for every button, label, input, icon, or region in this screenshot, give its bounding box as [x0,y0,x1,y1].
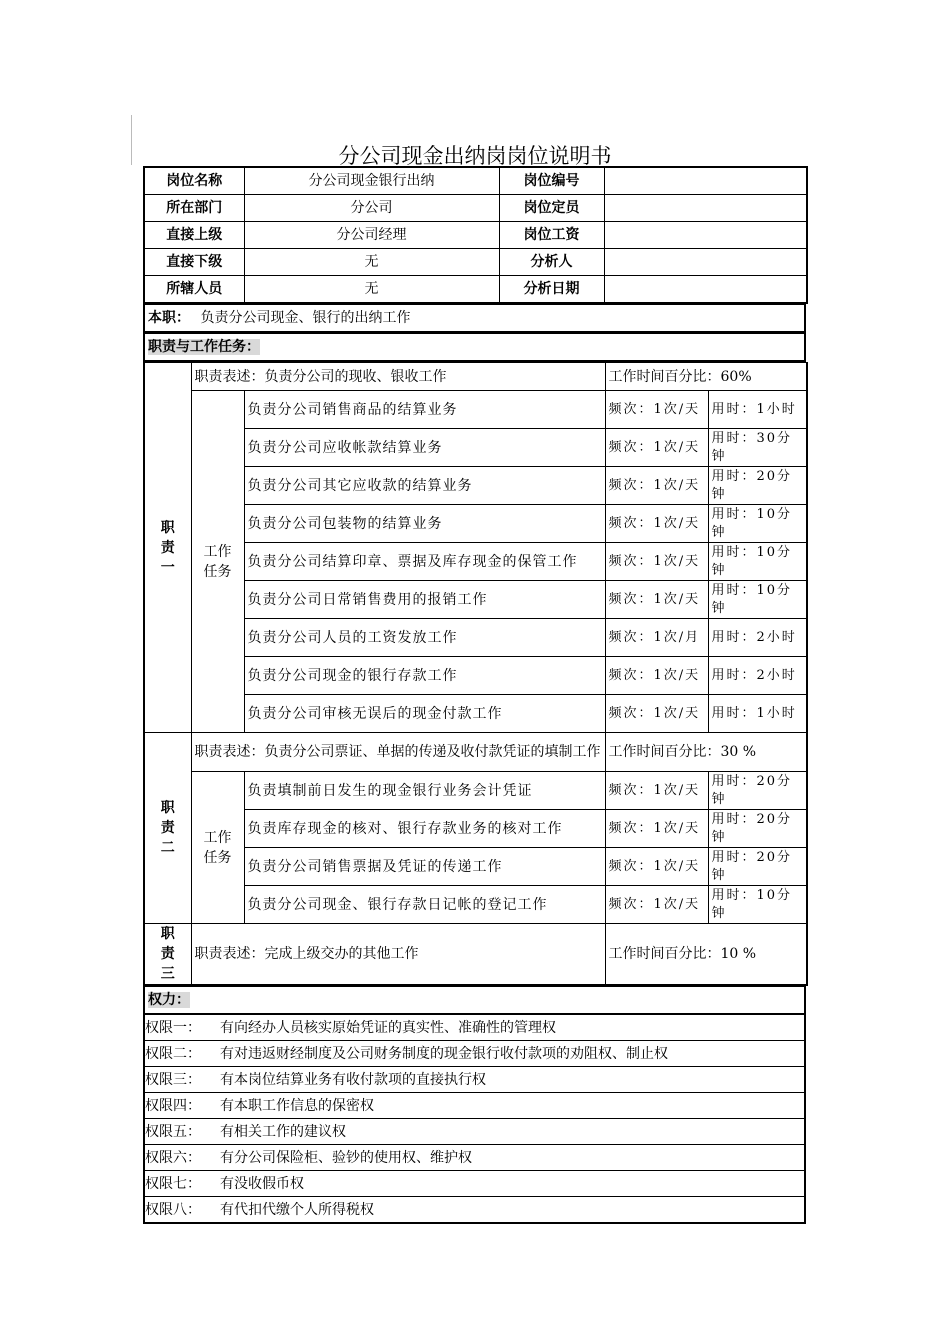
duty-desc-row [144,924,807,986]
duties-header: 职责与工作任务： [148,339,260,355]
task-text: 负责分公司审核无误后的现金付款工作 [244,695,605,733]
main-duty-row [143,304,806,333]
task-row [144,505,807,543]
task-duration: 用时：10分钟 [708,886,807,924]
right-row [144,1067,805,1093]
task-row [144,772,807,810]
right-label: 权限六： [145,1149,201,1166]
info-label: 直接下级 [144,249,244,276]
info-value: 分公司 [244,195,499,222]
duty-desc: 职责表述：负责分公司票证、单据的传递及收付款凭证的填制工作 [191,733,605,772]
duties-header-row [143,333,806,362]
task-frequency: 频次：1次/天 [605,810,708,848]
task-frequency: 频次：1次/天 [605,429,708,467]
right-text: 有没收假币权 [220,1175,304,1192]
right-cell [144,1119,805,1145]
page-title: 分公司现金出纳岗岗位说明书 [338,144,612,168]
task-frequency: 频次：1次/天 [605,391,708,429]
task-label [191,772,244,924]
info-value: 分公司现金银行出纳 [244,167,499,195]
task-text: 负责分公司其它应收款的结算业务 [244,467,605,505]
info-value [604,276,807,304]
duty-label [144,924,191,986]
right-label: 权限二： [145,1045,201,1062]
info-value [604,222,807,249]
task-duration: 用时：20分钟 [708,810,807,848]
duty-desc-row [144,363,807,391]
right-row [144,1145,805,1171]
task-label-text: 工作任务 [203,543,232,580]
info-row [144,222,807,249]
task-frequency: 频次：1次/天 [605,543,708,581]
info-label: 岗位工资 [499,222,604,249]
task-row [144,619,807,657]
task-text: 负责分公司人员的工资发放工作 [244,619,605,657]
task-text: 负责分公司结算印章、票据及库存现金的保管工作 [244,543,605,581]
right-label: 权限四： [145,1097,201,1114]
task-frequency: 频次：1次/天 [605,581,708,619]
task-row [144,467,807,505]
right-text: 有本职工作信息的保密权 [220,1097,374,1114]
task-label-text: 工作任务 [203,829,232,866]
duties-header-cell [144,334,805,362]
right-text: 有向经办人员核实原始凭证的真实性、准确性的管理权 [220,1019,556,1036]
task-duration: 用时：30分钟 [708,429,807,467]
right-text: 有相关工作的建议权 [220,1123,346,1140]
rights-header-row [143,986,806,1015]
duty-percent: 工作时间百分比：30 % [605,733,807,772]
info-label: 所在部门 [144,195,244,222]
right-label: 权限一： [145,1019,201,1036]
info-row [144,167,807,195]
right-text: 有对违返财经制度及公司财务制度的现金银行收付款项的劝阻权、制止权 [220,1045,668,1062]
task-row [144,886,807,924]
info-label: 岗位定员 [499,195,604,222]
task-text: 负责填制前日发生的现金银行业务会计凭证 [244,772,605,810]
task-duration: 用时：10分钟 [708,505,807,543]
right-cell [144,1171,805,1197]
right-row [144,1119,805,1145]
main-duty-cell [144,305,805,333]
task-text: 负责库存现金的核对、银行存款业务的核对工作 [244,810,605,848]
info-label: 所辖人员 [144,276,244,304]
duty-label [144,733,191,924]
info-label: 直接上级 [144,222,244,249]
task-duration: 用时：20分钟 [708,467,807,505]
task-text: 负责分公司包装物的结算业务 [244,505,605,543]
task-frequency: 频次：1次/月 [605,619,708,657]
task-row [144,695,807,733]
info-label: 分析日期 [499,276,604,304]
rights-header: 权力： [148,992,190,1008]
main-duty-label: 本职： [148,310,190,326]
right-label: 权限三： [145,1071,201,1088]
info-label: 岗位编号 [499,167,604,195]
duty-percent: 工作时间百分比：60% [605,363,807,391]
info-value [604,167,807,195]
task-text: 负责分公司销售商品的结算业务 [244,391,605,429]
task-text: 负责分公司日常销售费用的报销工作 [244,581,605,619]
job-description-sheet [143,166,806,1224]
task-row [144,543,807,581]
right-cell [144,1067,805,1093]
task-duration: 用时：1小时 [708,695,807,733]
task-text: 负责分公司现金、银行存款日记帐的登记工作 [244,886,605,924]
duty-desc: 职责表述：负责分公司的现收、银收工作 [191,363,605,391]
duty-percent: 工作时间百分比：10 % [605,924,807,986]
task-duration: 用时：2小时 [708,619,807,657]
right-cell [144,1093,805,1119]
task-row [144,581,807,619]
info-value: 无 [244,276,499,304]
right-text: 有分公司保险柜、验钞的使用权、维护权 [220,1149,472,1166]
task-duration: 用时：20分钟 [708,772,807,810]
duty-label-text: 职责二 [160,800,175,856]
task-frequency: 频次：1次/天 [605,848,708,886]
rights-header-cell [144,987,805,1015]
info-value: 无 [244,249,499,276]
task-row [144,810,807,848]
right-row [144,1197,805,1224]
duty-desc-row [144,733,807,772]
right-cell [144,1197,805,1224]
info-row [144,249,807,276]
right-text: 有本岗位结算业务有收付款项的直接执行权 [220,1071,486,1088]
task-duration: 用时：2小时 [708,657,807,695]
task-text: 负责分公司销售票据及凭证的传递工作 [244,848,605,886]
task-duration: 用时：10分钟 [708,581,807,619]
task-row [144,429,807,467]
task-duration: 用时：10分钟 [708,543,807,581]
task-label [191,391,244,733]
task-frequency: 频次：1次/天 [605,467,708,505]
info-value [604,195,807,222]
main-duty-text: 负责分公司现金、银行的出纳工作 [200,310,411,326]
info-label: 分析人 [499,249,604,276]
duty-label-text: 职责一 [160,519,175,576]
right-label: 权限五： [145,1123,201,1140]
duty-desc: 职责表述：完成上级交办的其他工作 [191,924,605,986]
info-label: 岗位名称 [144,167,244,195]
task-text: 负责分公司应收帐款结算业务 [244,429,605,467]
rights-table [143,1015,806,1224]
basic-info-table [143,166,808,304]
task-frequency: 频次：1次/天 [605,772,708,810]
task-duration: 用时：1小时 [708,391,807,429]
right-cell [144,1041,805,1067]
duties-table [143,362,808,986]
duty-label [144,363,191,733]
task-frequency: 频次：1次/天 [605,886,708,924]
info-value [604,249,807,276]
right-row [144,1171,805,1197]
task-frequency: 频次：1次/天 [605,657,708,695]
right-row [144,1093,805,1119]
task-duration: 用时：20分钟 [708,848,807,886]
duty-label-text: 职责三 [160,926,175,982]
info-value: 分公司经理 [244,222,499,249]
task-frequency: 频次：1次/天 [605,505,708,543]
right-row [144,1015,805,1041]
task-text: 负责分公司现金的银行存款工作 [244,657,605,695]
right-row [144,1041,805,1067]
right-cell [144,1145,805,1171]
task-frequency: 频次：1次/天 [605,695,708,733]
task-row [144,848,807,886]
right-text: 有代扣代缴个人所得税权 [220,1201,374,1218]
info-row [144,276,807,304]
right-label: 权限七： [145,1175,201,1192]
right-cell [144,1015,805,1041]
info-row [144,195,807,222]
task-row [144,391,807,429]
task-row [144,657,807,695]
right-label: 权限八： [145,1201,201,1218]
